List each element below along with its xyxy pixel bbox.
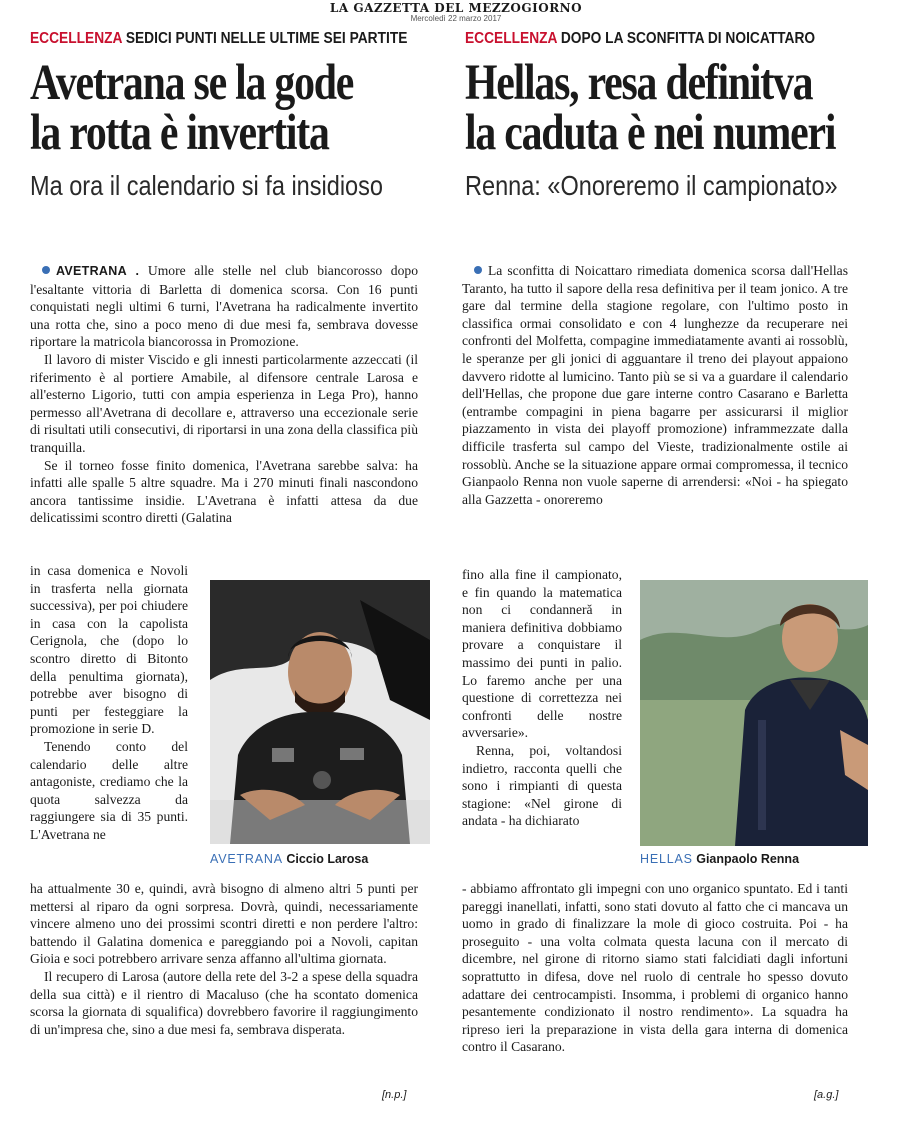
- right-headline: [465, 55, 836, 161]
- right-paragraph-1a: La sconfitta di Noicattaro rimediata domenica scorsa dall'Hellas Taranto, ha tutto il sapore della resa definitiva per il team jonico. A tre gare dal termine della stagione regolare, con l'ultimo posto in classifica ormai consolidato e con 4 lunghezze da recuperare nei confronti del Molfetta, compagine immediatamente avanti ai rossoblù, le speranze per gli jonici di agguantare il treno dei playout appaiono davvero ridotte al lumicino. Tanto più se si va a guardare il calendario dell'Hellas, che propone due gare interne contro Casarano e Barletta (entrambe compagini in piena bagarre per assicurarsi il miglior piazzamento in vista dei playoff promozione) inframmezzate dalla difficile trasferta sul campo del Vieste, tradizionalmente ostile ai rossoblù. Anche se la situazione appare ormai compromessa, il tecnico Gianpaolo Renna non vuole saperne di arrendersi: «Noi - ha spiegato alla Gazzetta - onoreremo: [462, 263, 848, 507]
- left-body-top: [30, 262, 418, 527]
- left-headline-line-2: la rotta è invertita: [30, 105, 329, 161]
- issue-date: Mercoledì 22 marzo 2017: [410, 14, 502, 23]
- caption-name: Gianpaolo Renna: [696, 852, 800, 866]
- left-body-narrow: [30, 562, 188, 844]
- right-kicker-text: DOPO LA SCONFITTA DI NOICATTARO: [560, 30, 816, 47]
- masthead: [0, 1, 912, 23]
- right-article: [465, 30, 880, 202]
- left-paragraph-4b: ha attualmente 30 e, quindi, avrà bisogno di almeno altri 5 punti per mettersi al riparo da ogni sorpresa. Dovrà, quindi, necessariamente vincere almeno uno dei prossimi scontri diretti e non perdere l'altro: battendo il Galatina domenica e pareggiando poi a Novoli, capitan Gioia e soci potrebbero arrivare senza affanno all'ultima giornata.: [30, 881, 418, 967]
- left-body-bottom: [30, 880, 418, 1038]
- bullet-dot-icon: [42, 266, 50, 274]
- right-body-top: [462, 262, 848, 508]
- left-section-label: ECCELLENZA: [30, 30, 122, 47]
- left-photo-caption: [210, 852, 368, 866]
- left-paragraph-3b: in casa domenica e Novoli in trasferta nella giornata successiva), per poi chiudere in casa con la capolista Cerignola, che (dopo lo scontro diretto di Bitonto della penultima giornata), potrebbe aver bisogno di punti per festeggiare la promozione in serie D.: [30, 563, 188, 737]
- caption-name: Ciccio Larosa: [286, 852, 369, 866]
- left-headline-line-1: Avetrana se la gode: [30, 55, 354, 111]
- left-paragraph-5: Il recupero di Larosa (autore della rete del 3-2 a spese della squadra della sua città) e il rientro di Macaluso (che ha scontato domenica scorsa la giornata di squalifica) dovrebbero favorire il raggiungimento di un'impresa che, sino a due mesi fa, sembrava disperata.: [30, 968, 418, 1037]
- right-photo-caption: [640, 852, 799, 866]
- caption-team: HELLAS: [640, 852, 693, 866]
- left-subhead: Ma ora il calendario si fa insidioso: [30, 170, 383, 201]
- right-subhead: Renna: «Onoreremo il campionato»: [465, 170, 838, 201]
- right-section-label: ECCELLENZA: [465, 30, 557, 47]
- newspaper-name: LA GAZZETTA DEL MEZZOGIORNO: [329, 1, 583, 15]
- left-signature: [n.p.]: [382, 1089, 407, 1101]
- right-body-bottom: [462, 880, 848, 1056]
- photo-gianpaolo-renna: [640, 580, 868, 846]
- bullet-dot-icon: [474, 266, 482, 274]
- coach-photo-icon: [640, 580, 868, 846]
- left-article: [30, 30, 432, 202]
- left-kicker: [30, 30, 408, 48]
- left-dateline: AVETRANA .: [56, 264, 140, 278]
- right-body-narrow: [462, 566, 622, 830]
- left-paragraph-3a: Se il torneo fosse finito domenica, l'Avetrana sarebbe salva: ha infatti alle spalle 5 altre squadre. Ma i 270 minuti finali nascondono ancora tantissime insidie. L'Avetrana è infatti attesa da due delicatissimi scontro diretti (Galatina: [30, 457, 418, 526]
- right-headline-line-2: la caduta è nei numeri: [465, 105, 836, 161]
- right-headline-line-1: Hellas, resa definitva: [465, 55, 813, 111]
- left-paragraph-1: AVETRANA . Umore alle stelle nel club biancorosso dopo l'esaltante vittoria di Barletta di domenica scorsa. Con 16 punti conquistati negli ultimi 6 turni, l'Avetrana ha radicalmente invertito una rotta che, sino a poco meno di due mesi fa, sembrava dovesse riportare la matricola biancorossa in Promozione.: [30, 263, 418, 350]
- caption-team: AVETRANA: [210, 852, 283, 866]
- right-kicker: [465, 30, 822, 48]
- right-paragraph-1b: fino alla fine il campionato, e fin quando la matematica non ci condanneră in maniera definitiva dobbiamo provare a conquistare il massimo dei punti in palio. Lo faremo anche per una questione di correttezza nei confronti delle nostre avversarie».: [462, 567, 622, 741]
- left-kicker-text: SEDICI PUNTI NELLE ULTIME SEI PARTITE: [125, 30, 408, 47]
- right-paragraph-2a: Renna, poi, voltandosi indietro, racconta quelli che sono i rimpianti di questa stagione: «Nel girone di andata - ha dichiarato: [462, 742, 622, 829]
- left-paragraph-2: Il lavoro di mister Viscido e gli innesti particolarmente azzeccati (il riferimento è al portiere Amabile, al difensore centrale Larosa e all'esterno Ligorio, tutti con ampia esperienza in Lega Pro), hanno permesso all'Avetrana di decollare e, attraverso una eccezionale serie di risultati utili consecutivi, di riportarsi in una zona della classifica più tranquilla.: [30, 351, 418, 455]
- photo-ciccio-larosa: [210, 580, 430, 844]
- right-paragraph-2b: - abbiamo affrontato gli impegni con uno organico spuntato. Ed i tanti pareggi inanellati, infatti, sono stati dovuto al fatto che ci mancava un uomo in grado di finalizzare la mole di gioco costruita. Poi - ha proseguito - una volta colmata questa lacuna con il mercato di dicembre, nel girone di ritorno siamo stati falcidiati dagli infortuni soprattutto in difesa, dove nel ruolo di centrale ho spesso dovuto adattare dei centrocampisti. Insomma, i problemi di organico hanno pesantemente condizionato il nostro rendimento». La squadra ha ripreso ieri la preparazione in vista della gara interna di domenica contro il Casarano.: [462, 881, 848, 1055]
- player-photo-icon: [210, 580, 430, 844]
- left-headline: [30, 55, 360, 161]
- right-signature: [a.g.]: [814, 1089, 839, 1101]
- left-paragraph-4a: Tenendo conto del calendario delle altre antagoniste, crediamo che la quota salvezza da raggiungere sia di 35 punti. L'Avetrana ne: [30, 738, 188, 842]
